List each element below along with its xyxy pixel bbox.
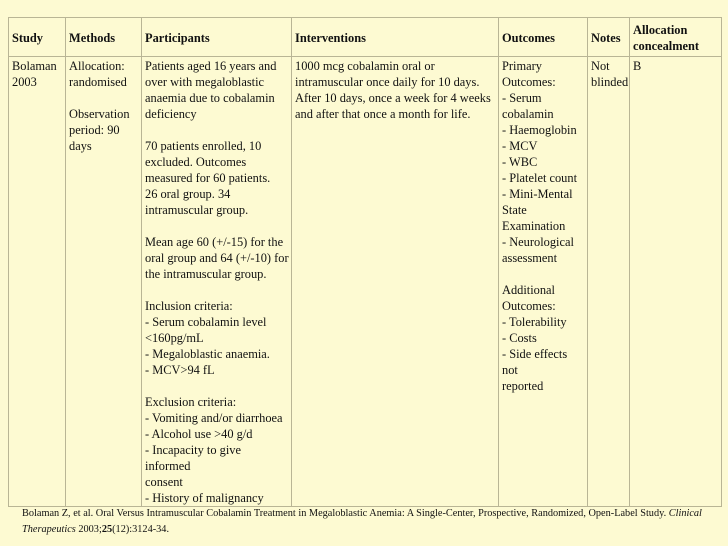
cell-line: Outcomes:: [502, 299, 556, 313]
cell-line: - Vomiting and/or diarrhoea: [145, 411, 283, 425]
citation-volume: 25: [101, 524, 113, 535]
cell-line: and after that once a month for life.: [295, 107, 471, 121]
cell-line: - WBC: [502, 155, 538, 169]
header-study: Study: [9, 18, 66, 57]
cell-line: - Incapacity to give informed: [145, 443, 241, 473]
cell-line: - Serum cobalamin level: [145, 315, 267, 329]
cell-line: - History of malignancy: [145, 491, 264, 505]
cell-line: State: [502, 203, 527, 217]
cell-line: Not: [591, 59, 610, 73]
cell-line: - Haemoglobin: [502, 123, 577, 137]
cell-line: - Platelet count: [502, 171, 578, 185]
citation-text: Bolaman Z, et al. Oral Versus Intramuscular Cobalamin Treatment in Megaloblastic Anemia: A Single-Center, Prospective, Randomized, Open-Label Study.: [22, 508, 667, 519]
cell-line: 2003: [12, 75, 37, 89]
cell-line: - Alcohol use >40 g/d: [145, 427, 253, 441]
cell-line: Observation: [69, 107, 130, 121]
cell-line: period: 90: [69, 123, 120, 137]
cell-allocation-concealment: B: [630, 57, 722, 507]
cell-line: anaemia due to cobalamin: [145, 91, 275, 105]
cell-line: randomised: [69, 75, 127, 89]
cell-notes: [588, 57, 630, 507]
table-header-row: [9, 18, 722, 57]
cell-line: - MCV: [502, 139, 538, 153]
cell-line: blinded: [591, 75, 629, 89]
cell-line: - Costs: [502, 331, 537, 345]
citation-issue-pages: (12):3124-34.: [112, 524, 170, 535]
citation-year: 2003;: [78, 524, 102, 535]
citation-journal-line1: Clinical: [668, 508, 702, 519]
cell-line: intramuscular group.: [145, 203, 249, 217]
cell-line: deficiency: [145, 107, 197, 121]
cell-line: measured for 60 patients.: [145, 171, 271, 185]
cell-line: - Megaloblastic anaemia.: [145, 347, 270, 361]
header-methods: Methods: [66, 18, 142, 57]
cell-line: intramuscular once daily for 10 days.: [295, 75, 480, 89]
cell-line: - MCV>94 fL: [145, 363, 215, 377]
cell-study: [9, 57, 66, 507]
cell-line: cobalamin: [502, 107, 554, 121]
cell-line: Outcomes:: [502, 75, 556, 89]
header-outcomes: Outcomes: [499, 18, 588, 57]
header-allocation-concealment: [630, 18, 722, 57]
cell-outcomes: [499, 57, 588, 507]
cell-line: - Neurological: [502, 235, 574, 249]
cell-line: 70 patients enrolled, 10: [145, 139, 262, 153]
cell-line: consent: [145, 475, 183, 489]
cell-line: Mean age 60 (+/-15) for the: [145, 235, 284, 249]
cell-line: over with megaloblastic: [145, 75, 265, 89]
cell-line: 1000 mcg cobalamin oral or: [295, 59, 435, 73]
cell-line: Primary: [502, 59, 542, 73]
cell-interventions: [292, 57, 499, 507]
cell-line: 26 oral group. 34: [145, 187, 231, 201]
cell-line: oral group and 64 (+/-10) for: [145, 251, 289, 265]
header-participants: Participants: [142, 18, 292, 57]
cell-line: excluded. Outcomes: [145, 155, 247, 169]
cell-line: days: [69, 139, 92, 153]
cell-line: reported: [502, 379, 544, 393]
citation: [22, 506, 712, 538]
cell-line: the intramuscular group.: [145, 267, 267, 281]
header-allocation-line2: concealment: [633, 38, 700, 53]
cell-line: - Tolerability: [502, 315, 567, 329]
cell-line: - Side effects not: [502, 347, 568, 377]
cell-line: assessment: [502, 251, 558, 265]
cell-line: Bolaman: [12, 59, 57, 73]
cell-line: - Serum: [502, 91, 542, 105]
cell-line: Additional: [502, 283, 555, 297]
cell-line: Exclusion criteria:: [145, 395, 237, 409]
cell-line: <160pg/mL: [145, 331, 204, 345]
cell-line: Inclusion criteria:: [145, 299, 233, 313]
header-allocation-line1: Allocation: [633, 22, 688, 37]
cell-methods: [66, 57, 142, 507]
header-interventions: Interventions: [292, 18, 499, 57]
cell-participants: [142, 57, 292, 507]
cell-line: After 10 days, once a week for 4 weeks: [295, 91, 491, 105]
cell-line: Allocation:: [69, 59, 125, 73]
study-characteristics-table: [8, 17, 722, 507]
citation-journal-line2: Therapeutics: [22, 524, 76, 535]
header-notes: Notes: [588, 18, 630, 57]
table-row: [9, 57, 722, 507]
cell-line: Examination: [502, 219, 566, 233]
cell-line: Patients aged 16 years and: [145, 59, 277, 73]
cell-line: - Mini-Mental: [502, 187, 573, 201]
